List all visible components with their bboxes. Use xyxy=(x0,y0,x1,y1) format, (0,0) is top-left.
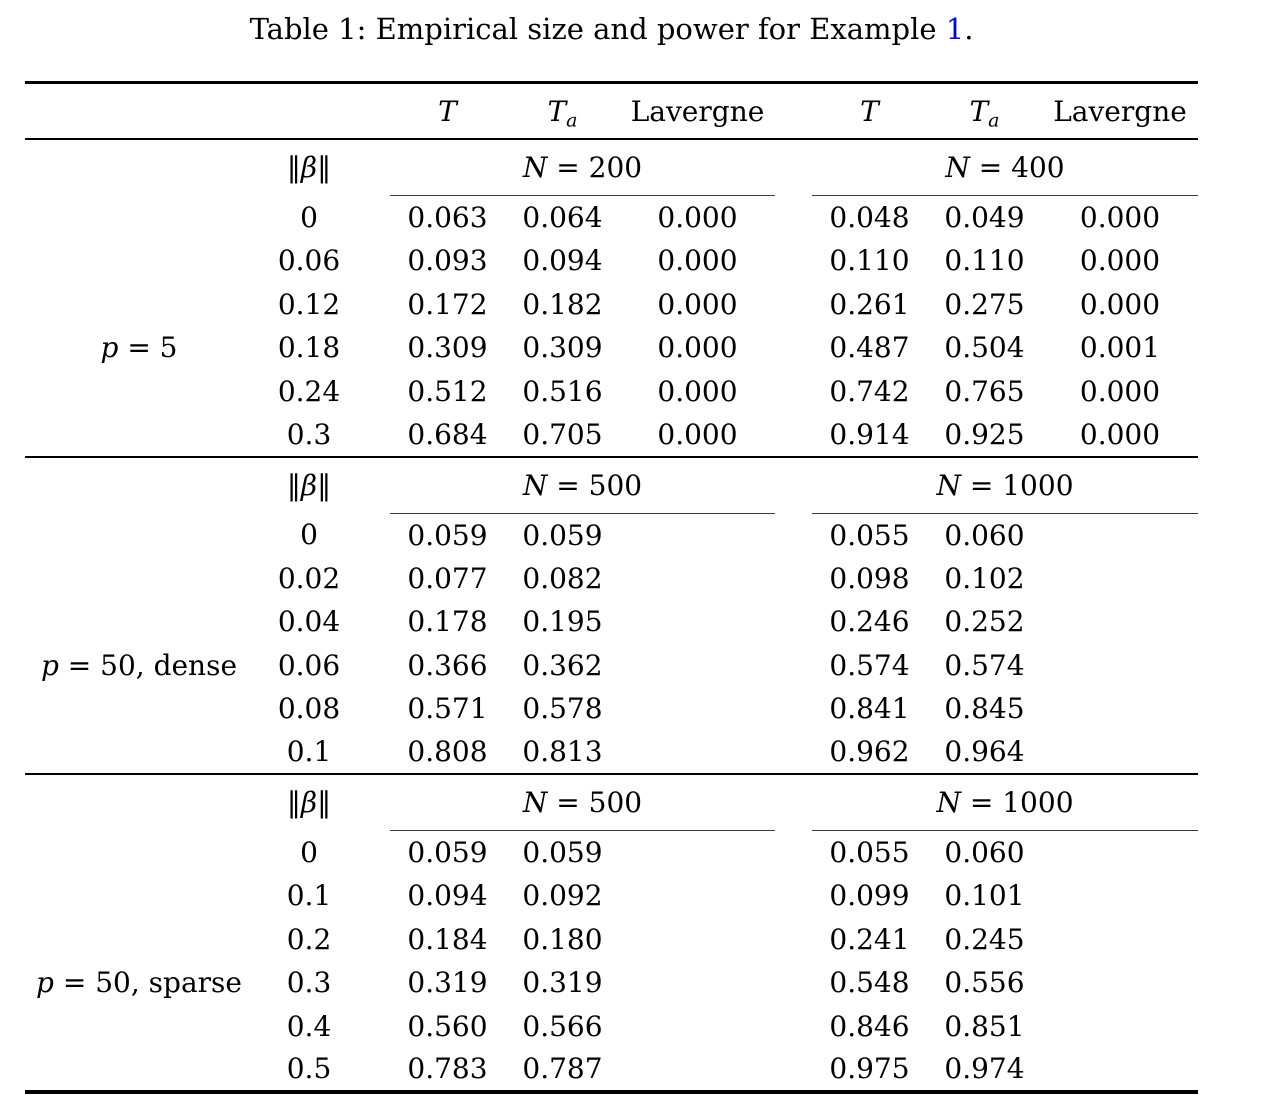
spacer-cell xyxy=(775,513,812,557)
row-group-label xyxy=(25,513,253,557)
spacer-cell xyxy=(365,774,390,831)
table-row xyxy=(25,961,1198,1005)
value-cell: 0.548 xyxy=(829,966,910,1000)
spacer-cell xyxy=(365,644,390,688)
value-cell: 0.055 xyxy=(829,836,910,869)
value-cell: 0.180 xyxy=(522,922,603,956)
value-cell: 0.705 xyxy=(505,413,620,457)
value-cell: 0.094 xyxy=(522,244,603,278)
section-header-row xyxy=(25,457,1198,514)
value-cell: 0.504 xyxy=(944,331,1025,365)
value-cell: 0.925 xyxy=(927,413,1042,457)
row-group-label xyxy=(25,413,253,457)
value-cell xyxy=(1042,644,1198,688)
row-group-label xyxy=(25,1005,253,1049)
value-cell: 0.063 xyxy=(407,201,488,234)
spacer-cell xyxy=(365,283,390,327)
row-group-label xyxy=(25,196,253,240)
value-cell: 0.845 xyxy=(944,692,1025,726)
value-cell: 0.000 xyxy=(657,244,738,278)
row-group-label: p = 50, sparse xyxy=(36,966,242,1000)
value-cell: 0.578 xyxy=(522,692,603,726)
spacer-cell xyxy=(775,687,812,731)
value-cell: 0.560 xyxy=(407,1009,488,1043)
table-section xyxy=(25,457,1198,775)
group-label-spacer xyxy=(25,139,253,196)
value-cell: 0.742 xyxy=(829,374,910,408)
value-cell xyxy=(620,731,775,775)
value-cell xyxy=(620,874,775,918)
value-cell: 0.362 xyxy=(522,648,603,682)
spacer-cell xyxy=(365,961,390,1005)
table-row xyxy=(25,326,1198,370)
value-cell: 0.000 xyxy=(657,374,738,408)
value-cell: 0.110 xyxy=(944,244,1025,278)
value-cell: 0.064 xyxy=(522,201,603,234)
row-group-label xyxy=(25,918,253,962)
column-header-row xyxy=(25,83,1198,140)
value-cell: 0.000 xyxy=(1079,287,1161,321)
beta-value-cell: 0.24 xyxy=(277,374,341,408)
spacer-cell xyxy=(775,831,812,875)
column-header-ta-left: $T_a$ xyxy=(505,83,620,140)
value-cell xyxy=(620,1048,775,1092)
header-gap xyxy=(775,83,812,140)
beta-norm-header xyxy=(253,139,365,196)
value-cell: 0.182 xyxy=(522,287,603,321)
value-cell xyxy=(1042,918,1198,962)
header-spacer xyxy=(25,83,390,140)
row-group-label: p = 5 xyxy=(100,331,178,365)
value-cell: 0.000 xyxy=(1079,201,1161,234)
value-cell: 0.184 xyxy=(407,922,488,956)
results-table xyxy=(25,81,1198,1094)
spacer-cell xyxy=(775,326,812,370)
beta-symbol: β xyxy=(300,151,318,185)
row-group-label xyxy=(25,1048,253,1092)
value-cell: 0.964 xyxy=(927,731,1042,775)
value-cell: 0.571 xyxy=(407,692,488,726)
spacer-cell xyxy=(365,731,390,775)
spacer-cell xyxy=(365,1048,390,1092)
table-row xyxy=(25,1005,1198,1049)
value-cell: 0.309 xyxy=(407,331,488,365)
value-cell: 0.094 xyxy=(407,879,488,913)
value-cell: 0.783 xyxy=(407,1052,488,1086)
sample-size-header-right: N = 1000 xyxy=(812,774,1198,831)
spacer-cell xyxy=(365,600,390,644)
table-row xyxy=(25,239,1198,283)
value-cell xyxy=(1042,874,1198,918)
value-cell: 0.055 xyxy=(829,518,910,552)
spacer-cell xyxy=(365,557,390,601)
spacer-cell xyxy=(365,370,390,414)
beta-value-cell: 0.08 xyxy=(277,692,341,726)
section-header-row xyxy=(25,774,1198,831)
norm-bar: ‖ xyxy=(286,151,301,185)
value-cell: 0.178 xyxy=(407,605,488,639)
value-cell: 0.049 xyxy=(944,201,1025,234)
value-cell: 0.319 xyxy=(407,966,488,1000)
value-cell: 0.000 xyxy=(657,201,738,234)
spacer-cell xyxy=(365,513,390,557)
spacer-cell xyxy=(775,413,812,457)
row-group-label xyxy=(25,731,253,775)
beta-norm-header xyxy=(253,774,365,831)
value-cell: 0.962 xyxy=(812,731,927,775)
group-label-spacer xyxy=(25,774,253,831)
example-reference-link[interactable]: 1 xyxy=(945,12,965,46)
value-cell: 0.512 xyxy=(407,374,488,408)
norm-bar: ‖ xyxy=(317,468,332,502)
sample-size-header-right: N = 1000 xyxy=(812,457,1198,514)
row-group-label xyxy=(25,687,253,731)
value-cell: 0.252 xyxy=(944,605,1025,639)
spacer-cell xyxy=(365,1005,390,1049)
spacer-cell xyxy=(775,1005,812,1049)
spacer-cell xyxy=(775,557,812,601)
beta-value-cell: 0.06 xyxy=(277,648,341,682)
sample-size-header-left: N = 500 xyxy=(390,774,775,831)
value-cell: 0.241 xyxy=(829,922,910,956)
spacer-cell xyxy=(775,239,812,283)
value-cell xyxy=(620,644,775,688)
table-row xyxy=(25,283,1198,327)
table-row xyxy=(25,513,1198,557)
caption-period: . xyxy=(964,12,974,46)
beta-value-cell: 0.18 xyxy=(277,331,341,365)
beta-symbol: β xyxy=(300,468,318,502)
group-label-spacer xyxy=(25,457,253,514)
beta-value-cell: 0 xyxy=(300,518,318,552)
table-row xyxy=(25,557,1198,601)
value-cell: 0.000 xyxy=(1042,413,1198,457)
table-caption xyxy=(25,12,1198,46)
spacer-cell xyxy=(775,457,812,514)
table-row xyxy=(25,370,1198,414)
value-cell: 0.000 xyxy=(1079,244,1161,278)
column-header-lavergne-right: Lavergne xyxy=(1042,83,1198,140)
spacer-cell xyxy=(775,139,812,196)
value-cell xyxy=(620,918,775,962)
value-cell: 0.059 xyxy=(522,836,603,869)
norm-bar: ‖ xyxy=(286,786,301,820)
row-group-label xyxy=(25,283,253,327)
row-group-label xyxy=(25,600,253,644)
spacer-cell xyxy=(775,600,812,644)
value-cell xyxy=(1042,961,1198,1005)
value-cell: 0.172 xyxy=(407,287,488,321)
row-group-label xyxy=(25,239,253,283)
beta-value-cell: 0.12 xyxy=(277,287,341,321)
spacer-cell xyxy=(365,874,390,918)
table-row xyxy=(25,918,1198,962)
table-row xyxy=(25,874,1198,918)
spacer-cell xyxy=(365,239,390,283)
value-cell: 0.082 xyxy=(522,561,603,595)
value-cell: 0.060 xyxy=(944,518,1025,552)
value-cell: 0.684 xyxy=(390,413,505,457)
value-cell: 0.059 xyxy=(407,518,488,552)
column-header-t-left: T xyxy=(390,83,505,140)
spacer-cell xyxy=(775,774,812,831)
value-cell: 0.975 xyxy=(829,1052,910,1086)
row-group-label xyxy=(25,370,253,414)
spacer-cell xyxy=(365,196,390,240)
norm-bar: ‖ xyxy=(317,151,332,185)
section-header-row xyxy=(25,139,1198,196)
beta-value-cell: 0.1 xyxy=(253,731,365,775)
beta-value-cell: 0.06 xyxy=(277,244,341,278)
spacer-cell xyxy=(775,370,812,414)
value-cell: 0.246 xyxy=(829,605,910,639)
column-header-lavergne-left: Lavergne xyxy=(620,83,775,140)
column-header-ta-right: $T_a$ xyxy=(927,83,1042,140)
value-cell: 0.275 xyxy=(944,287,1025,321)
caption-text: Table 1: Empirical size and power for Example xyxy=(249,12,946,46)
beta-value-cell: 0 xyxy=(300,200,318,234)
value-cell: 0.245 xyxy=(944,922,1025,956)
sample-size-header-left: N = 500 xyxy=(390,457,775,514)
table-section xyxy=(25,774,1198,1092)
value-cell: 0.099 xyxy=(829,879,910,913)
value-cell: 0.048 xyxy=(829,201,910,234)
value-cell: 0.000 xyxy=(1079,374,1161,408)
value-cell xyxy=(1042,600,1198,644)
value-cell: 0.487 xyxy=(829,331,910,365)
value-cell xyxy=(1042,1005,1198,1049)
sample-size-header-left: N = 200 xyxy=(390,139,775,196)
row-group-label: p = 50, dense xyxy=(40,648,238,682)
table-row xyxy=(25,731,1198,775)
table-row xyxy=(25,1048,1198,1092)
value-cell: 0.093 xyxy=(407,244,488,278)
spacer-cell xyxy=(775,283,812,327)
beta-norm-header xyxy=(253,457,365,514)
column-header-t-right: T xyxy=(812,83,927,140)
value-cell xyxy=(620,600,775,644)
table-row xyxy=(25,831,1198,875)
value-cell: 0.102 xyxy=(944,561,1025,595)
value-cell: 0.516 xyxy=(522,374,603,408)
spacer-cell xyxy=(775,731,812,775)
value-cell: 0.261 xyxy=(829,287,910,321)
value-cell: 0.195 xyxy=(522,605,603,639)
norm-bar: ‖ xyxy=(317,786,332,820)
value-cell xyxy=(1042,831,1198,875)
beta-value-cell: 0.04 xyxy=(277,605,341,639)
spacer-cell xyxy=(775,196,812,240)
spacer-cell xyxy=(775,644,812,688)
beta-value-cell: 0.3 xyxy=(253,413,365,457)
value-cell: 0.059 xyxy=(407,836,488,869)
norm-bar: ‖ xyxy=(286,468,301,502)
value-cell: 0.808 xyxy=(390,731,505,775)
value-cell xyxy=(1042,687,1198,731)
value-cell: 0.366 xyxy=(407,648,488,682)
table-row xyxy=(25,644,1198,688)
value-cell xyxy=(1042,557,1198,601)
spacer-cell xyxy=(365,326,390,370)
value-cell: 0.787 xyxy=(522,1052,603,1086)
value-cell: 0.914 xyxy=(812,413,927,457)
beta-value-cell: 0.2 xyxy=(286,922,332,956)
spacer-cell xyxy=(775,874,812,918)
value-cell: 0.851 xyxy=(944,1009,1025,1043)
value-cell: 0.092 xyxy=(522,879,603,913)
sample-size-header-right: N = 400 xyxy=(812,139,1198,196)
value-cell: 0.000 xyxy=(657,287,738,321)
value-cell xyxy=(1042,1048,1198,1092)
value-cell: 0.101 xyxy=(944,879,1025,913)
table-row xyxy=(25,413,1198,457)
beta-value-cell: 0.4 xyxy=(286,1009,332,1043)
value-cell: 0.059 xyxy=(522,518,603,552)
value-cell xyxy=(1042,731,1198,775)
value-cell: 0.974 xyxy=(944,1052,1025,1086)
value-cell: 0.319 xyxy=(522,966,603,1000)
value-cell: 0.841 xyxy=(829,692,910,726)
value-cell xyxy=(620,831,775,875)
row-group-label xyxy=(25,557,253,601)
table-section xyxy=(25,139,1198,457)
spacer-cell xyxy=(365,413,390,457)
beta-symbol: β xyxy=(300,786,318,820)
value-cell xyxy=(620,687,775,731)
value-cell: 0.077 xyxy=(407,561,488,595)
value-cell xyxy=(620,1005,775,1049)
value-cell: 0.110 xyxy=(829,244,910,278)
value-cell: 0.556 xyxy=(944,966,1025,1000)
value-cell: 0.765 xyxy=(944,374,1025,408)
value-cell: 0.566 xyxy=(522,1009,603,1043)
table-row xyxy=(25,600,1198,644)
value-cell: 0.574 xyxy=(829,648,910,682)
table-row xyxy=(25,687,1198,731)
beta-value-cell: 0 xyxy=(300,835,318,869)
spacer-cell xyxy=(365,139,390,196)
spacer-cell xyxy=(365,687,390,731)
spacer-cell xyxy=(365,918,390,962)
table-row xyxy=(25,196,1198,240)
value-cell: 0.001 xyxy=(1079,331,1161,365)
value-cell: 0.813 xyxy=(505,731,620,775)
row-group-label xyxy=(25,831,253,875)
value-cell xyxy=(620,961,775,1005)
value-cell xyxy=(1042,513,1198,557)
value-cell: 0.000 xyxy=(620,413,775,457)
beta-value-cell: 0.3 xyxy=(286,966,332,1000)
value-cell: 0.574 xyxy=(944,648,1025,682)
value-cell: 0.309 xyxy=(522,331,603,365)
beta-value-cell: 0.1 xyxy=(286,879,332,913)
spacer-cell xyxy=(775,918,812,962)
value-cell xyxy=(620,557,775,601)
spacer-cell xyxy=(365,831,390,875)
value-cell: 0.060 xyxy=(944,836,1025,869)
spacer-cell xyxy=(365,457,390,514)
value-cell: 0.846 xyxy=(829,1009,910,1043)
value-cell: 0.000 xyxy=(657,331,738,365)
beta-value-cell: 0.02 xyxy=(277,561,341,595)
row-group-label xyxy=(25,874,253,918)
spacer-cell xyxy=(775,961,812,1005)
beta-value-cell: 0.5 xyxy=(286,1052,332,1086)
spacer-cell xyxy=(775,1048,812,1092)
value-cell: 0.098 xyxy=(829,561,910,595)
value-cell xyxy=(620,513,775,557)
